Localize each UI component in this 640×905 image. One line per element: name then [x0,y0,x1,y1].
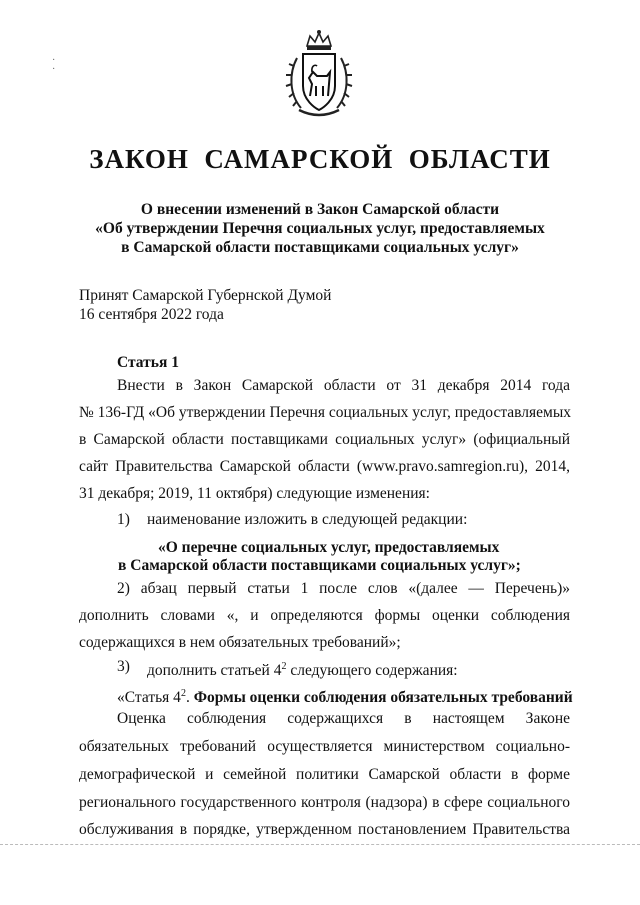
paragraph-line: в Самарской области поставщиками социальных услуг» (официальный [79,431,570,448]
new-article-title: Формы оценки соблюдения обязательных требований [189,689,573,707]
paragraph-line: обслуживания в порядке, утвержденном постановлением Правительства [79,821,570,838]
new-article-prefix: «Статья 4 [117,689,181,707]
adoption-body: Принят Самарской Губернской Думой [79,287,332,304]
paragraph-line: содержащихся в нем обязательных требований»; [79,634,401,651]
item-number: 3) [117,658,130,675]
new-article-suffix: . [185,689,190,707]
paragraph-line: 31 декабря; 2019, 11 октября) следующие изменения: [79,485,430,502]
article-heading: Статья 1 [117,354,179,371]
law-subtitle [60,200,580,257]
item-number: 1) [117,511,130,528]
adoption-info [79,286,331,324]
paragraph-line: № 136-ГД «Об утверждении Перечня социальных услуг, предоставляемых [79,404,571,421]
paragraph-line: Внести в Закон Самарской области от 31 декабря 2014 года [117,377,570,394]
new-title-line: в Самарской области поставщиками социальных услуг»; [118,557,521,574]
superscript: 2 [281,661,287,672]
paragraph-line: демографической и семейной политики Самарской области в форме [79,766,570,783]
paragraph-line: 2) абзац первый статьи 1 после слов «(далее — Перечень)» [117,580,570,597]
superscript: 2 [180,688,186,699]
paragraph-line: дополнить словами «, и определяются формы оценки соблюдения [79,607,570,624]
page-cut-divider [0,838,640,845]
law-title: ЗАКОН САМАРСКОЙ ОБЛАСТИ [89,144,551,174]
item-text-part: следующего содержания: [286,662,458,680]
subtitle-line: в Самарской области поставщиками социальных услуг» [121,239,519,256]
subtitle-line: О внесении изменений в Закон Самарской области [140,201,500,218]
new-title-line: «О перечне социальных услуг, предоставляемых [158,539,500,556]
new-article-heading [117,683,573,707]
item-text-part: дополнить статьей 4 [147,662,282,680]
paragraph-line: обязательных требований осуществляется министерством социально- [79,738,570,755]
item-text [147,656,458,678]
adoption-date: 16 сентября 2022 года [79,306,224,323]
paragraph-line: сайт Правительства Самарской области (www.pravo.samregion.ru), 2014, [79,458,570,475]
scan-mark: · · [52,55,56,75]
item-text: наименование изложить в следующей редакции: [147,511,468,528]
subtitle-line: «Об утверждении Перечня социальных услуг, предоставляемых [95,220,545,237]
paragraph-line: Оценка соблюдения содержащихся в настоящем Законе [117,710,570,727]
samara-coat-of-arms-icon [283,28,355,120]
paragraph-line: регионального государственного контроля (надзора) в сфере социального [79,794,570,811]
